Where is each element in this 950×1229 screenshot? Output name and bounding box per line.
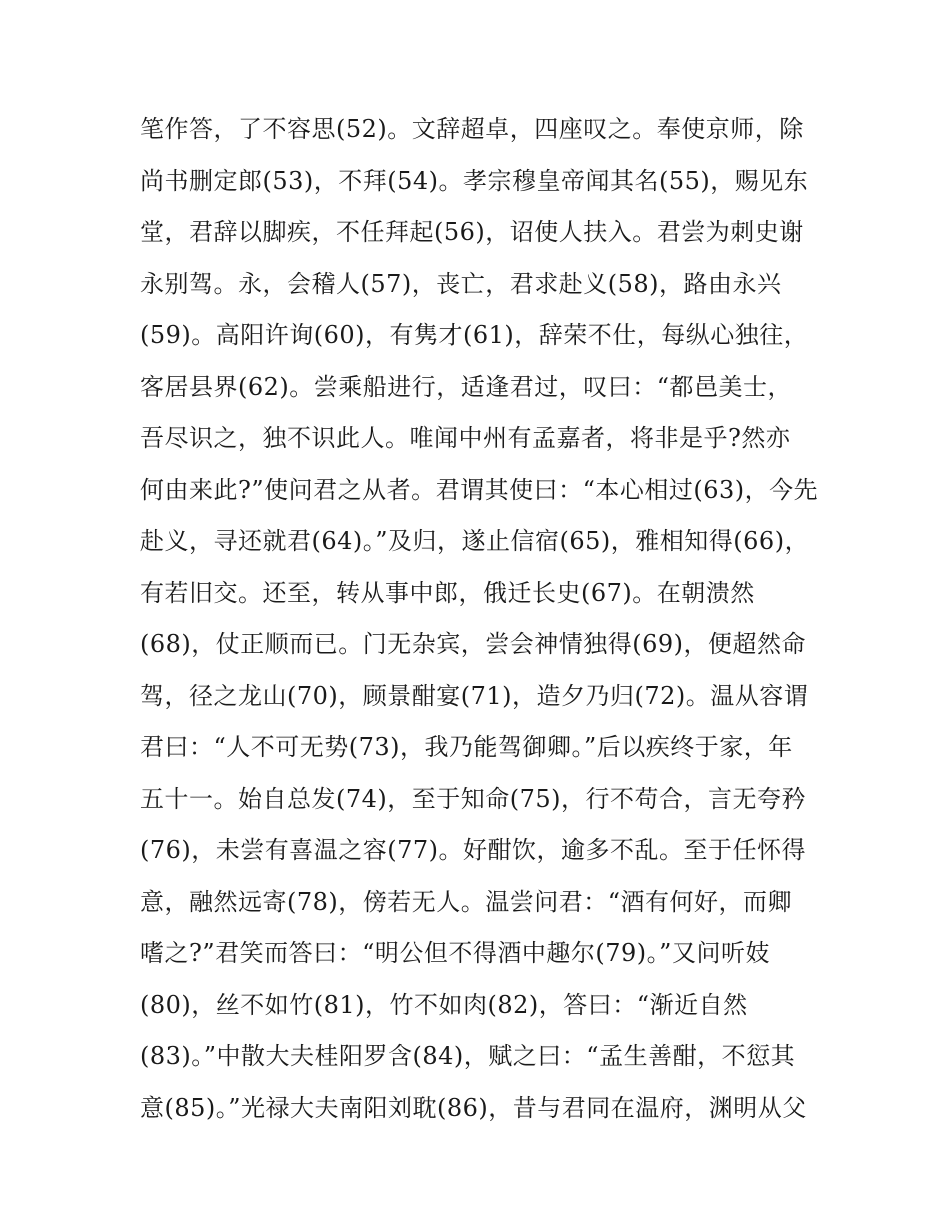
- text-line-1: 笔作答，了不容思(52)。文辞超卓，四座叹之。奉使京师，除: [140, 115, 804, 143]
- text-line-7: 吾尽识之，独不识此人。唯闻中州有孟嘉者，将非是乎?然亦: [140, 424, 791, 452]
- text-line-5: (59)。高阳许询(60)，有隽才(61)，辞荣不仕，每纵心独往，: [140, 321, 809, 349]
- text-line-8: 何由来此?”使问君之从者。君谓其使曰：“本心相过(63)，今先: [140, 475, 819, 504]
- text-line-14: 五十一。始自总发(74)，至于知命(75)，行不苟合，言无夸矜: [140, 784, 807, 813]
- text-line-16: 意，融然远寄(78)，傍若无人。温尝问君：“酒有何好，而卿: [140, 887, 793, 916]
- text-line-13: 君曰：“人不可无势(73)，我乃能驾御卿。”后以疾终于家，年: [140, 733, 793, 761]
- text-line-18: (80)，丝不如竹(81)，竹不如肉(82)，答曰：“渐近自然: [140, 990, 748, 1019]
- text-line-19: (83)。”中散大夫桂阳罗含(84)，赋之曰：“孟生善酣，不愆其: [140, 1042, 796, 1070]
- text-line-20: 意(85)。”光禄大夫南阳刘耽(86)，昔与君同在温府，渊明从父: [140, 1093, 807, 1122]
- text-line-6: 客居县界(62)。尝乘船进行，适逢君过，叹曰：“都邑美士，: [140, 372, 793, 401]
- text-line-12: 驾，径之龙山(70)，顾景酣宴(71)，造夕乃归(72)。温从容谓: [140, 681, 809, 710]
- text-line-17: 嗜之?”君笑而答曰：“明公但不得酒中趣尔(79)。”又问听妓: [140, 939, 770, 967]
- text-line-15: (76)，未尝有喜温之容(77)。好酣饮，逾多不乱。至于任怀得: [140, 836, 807, 864]
- text-line-10: 有若旧交。还至，转从事中郎，俄迁长史(67)。在朝溃然: [140, 578, 755, 607]
- body-text: [140, 104, 820, 1134]
- text-line-2: 尚书删定郎(53)，不拜(54)。孝宗穆皇帝闻其名(55)，赐见东: [140, 166, 809, 195]
- text-line-9: 赴义，寻还就君(64)。”及归，遂止信宿(65)，雅相知得(66)，: [140, 527, 810, 555]
- text-line-11: (68)，仗正顺而已。门无杂宾，尝会神情独得(69)，便超然命: [140, 630, 807, 658]
- text-line-3: 堂，君辞以脚疾，不任拜起(56)，诏使人扶入。君尝为刺史谢: [140, 218, 804, 246]
- text-line-4: 永别驾。永，会稽人(57)，丧亡，君求赴义(58)，路由永兴: [140, 269, 782, 298]
